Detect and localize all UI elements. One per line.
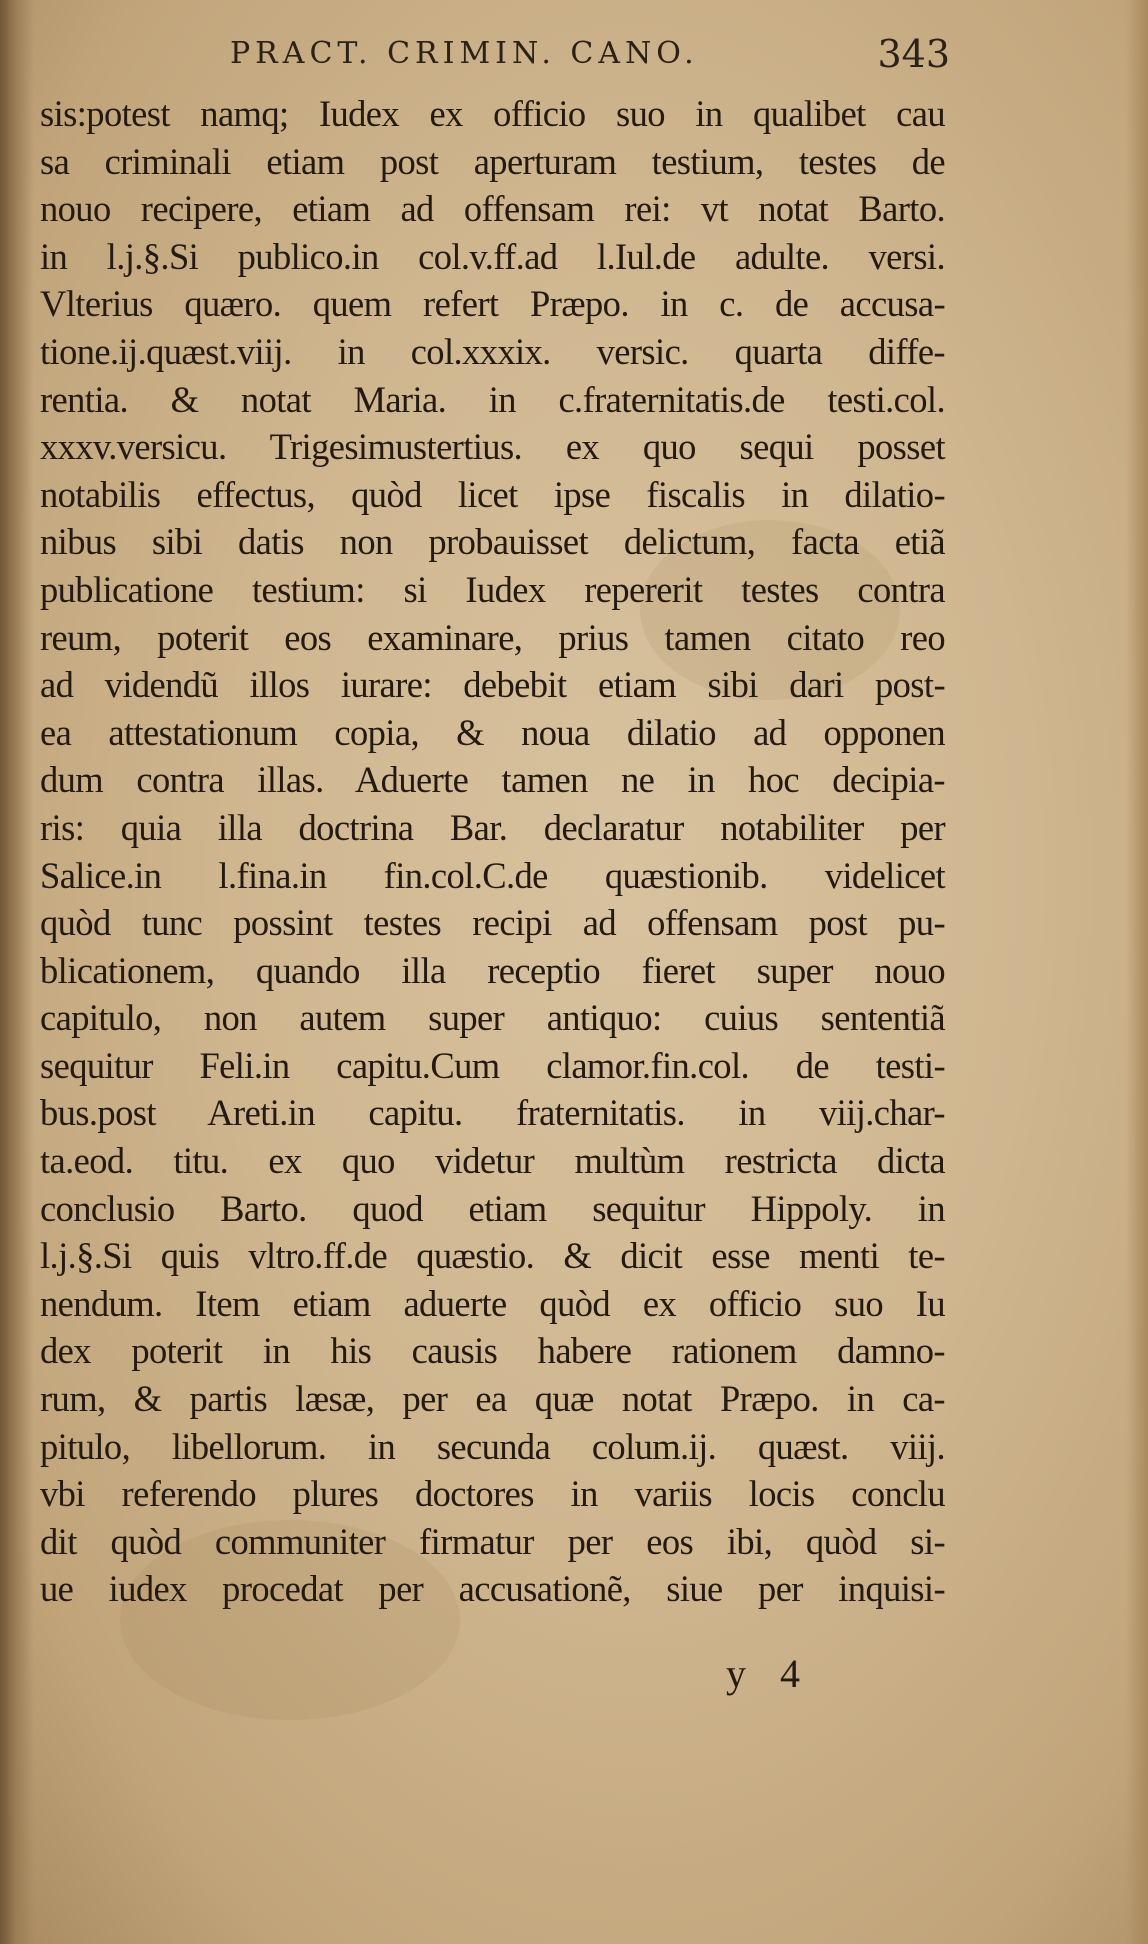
text-line: nouo recipere, etiam ad offensam rei: vt notat Barto. [40,188,945,230]
text-line: xxxv.versicu. Trigesimustertius. ex quo sequi posset [40,426,945,468]
text-line: vbi referendo plures doctores in variis locis conclu [40,1473,945,1515]
text-line: pitulo, libellorum. in secunda colum.ij. quæst. viij. [40,1425,945,1467]
text-line: publicatione testium: si Iudex repererit testes contra [40,568,945,610]
body-text [40,90,945,1613]
text-line: quòd tunc possint testes recipi ad offensam post pu- [40,902,945,944]
text-line: sa criminali etiam post aperturam testium, testes de [40,140,945,182]
signature-mark: y 4 [726,1651,812,1696]
text-line: blicationem, quando illa receptio fieret super nouo [40,949,945,991]
text-line: ris: quia illa doctrina Bar. declaratur notabiliter per [40,806,945,848]
page-gutter-shadow [0,0,34,1944]
text-line: bus.post Areti.in capitu. fraternitatis. in viij.char- [40,1092,945,1134]
text-line: nendum. Item etiam aduerte quòd ex officio suo Iu [40,1282,945,1324]
text-line: dit quòd communiter firmatur per eos ibi, quòd si- [40,1520,945,1562]
text-line: Salice.in l.fina.in fin.col.C.de quæstionib. videlicet [40,854,945,896]
running-head: PRACT. CRIMIN. CANO. [230,36,699,71]
text-line: tione.ij.quæst.viij. in col.xxxix. versic. quarta diffe- [40,330,945,372]
text-line: in l.j.§.Si publico.in col.v.ff.ad l.Iul.de adulte. versi. [40,235,945,277]
text-line: dex poterit in his causis habere rationem damno- [40,1330,945,1372]
text-line: dum contra illas. Aduerte tamen ne in hoc decipia- [40,759,945,801]
text-line: ue iudex procedat per accusationẽ, siue per inquisi- [40,1568,945,1610]
text-line: ta.eod. titu. ex quo videtur multùm restricta dicta [40,1140,945,1182]
text-line: rum, & partis læsæ, per ea quæ notat Præpo. in ca- [40,1378,945,1420]
text-line: sis:potest namq; Iudex ex officio suo in qualibet cau [40,93,945,134]
text-line: reum, poterit eos examinare, prius tamen citato reo [40,616,945,658]
page-header [230,28,950,76]
text-line: sequitur Feli.in capitu.Cum clamor.fin.col. de testi- [40,1044,945,1086]
text-line: conclusio Barto. quod etiam sequitur Hippoly. in [40,1187,945,1229]
text-line: ad videndũ illos iurare: debebit etiam sibi dari post- [40,664,945,706]
text-line: rentia. & notat Maria. in c.fraternitatis.de testi.col. [40,378,945,420]
text-line: nibus sibi datis non probauisset delictum, facta etiã [40,521,945,563]
text-line: ea attestationum copia, & noua dilatio ad opponen [40,711,945,753]
page-number: 343 [877,32,950,76]
text-line: capitulo, non autem super antiquo: cuius sententiã [40,997,945,1039]
page-edge-shadow [1126,0,1148,1944]
text-line: l.j.§.Si quis vltro.ff.de quæstio. & dicit esse menti te- [40,1235,945,1277]
text-line: notabilis effectus, quòd licet ipse fiscalis in dilatio- [40,473,945,515]
text-line: Vlterius quæro. quem refert Præpo. in c. de accusa- [40,283,945,325]
